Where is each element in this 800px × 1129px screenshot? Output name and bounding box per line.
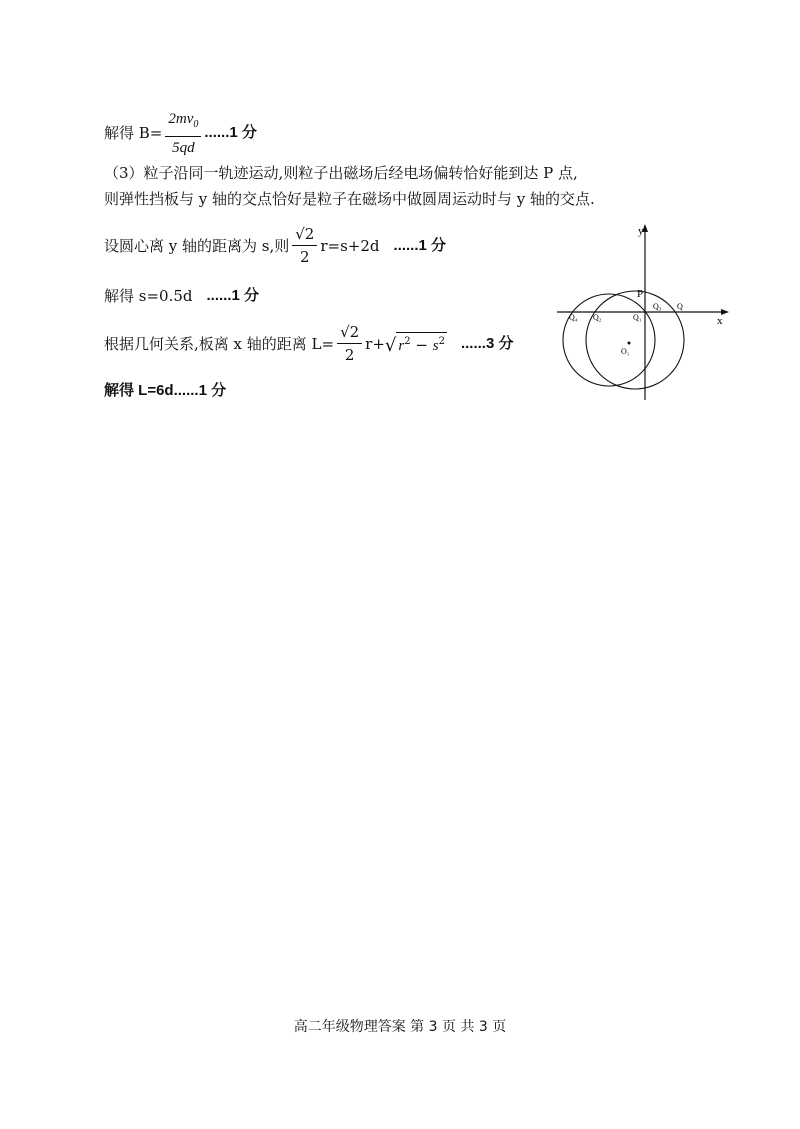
right-circle	[586, 291, 684, 389]
point-p-label: P	[637, 288, 644, 300]
geometry-prefix: 根据几何关系,板离 x 轴的距离 L=	[104, 334, 335, 353]
answer-b-prefix: 解得 B=	[104, 124, 163, 142]
answer-line-b	[104, 108, 257, 158]
fraction-numerator-sqrt2-2: √2	[337, 322, 362, 344]
part-3-line-2	[104, 189, 595, 209]
solve-l-text: 解得 L=6d......1 分	[104, 382, 227, 399]
fraction-denominator-2: 2	[300, 248, 310, 266]
label-q3: Q₃	[653, 302, 662, 311]
fraction-sqrt2-half-1	[292, 224, 317, 267]
label-q2: Q₂	[593, 313, 602, 322]
label-q4: Q₄	[569, 313, 578, 322]
page-footer: 高二年级物理答案 第 3 页 共 3 页	[293, 1019, 507, 1035]
center-distance-equation: r=s+2d	[320, 236, 380, 255]
fraction-denominator-2-2: 2	[344, 346, 355, 364]
center-distance-line	[104, 224, 446, 267]
square-root-expression	[385, 332, 447, 355]
left-circle	[563, 294, 655, 386]
y-axis-label: y	[638, 225, 644, 237]
solve-l-line	[104, 381, 226, 401]
circle-trajectory-diagram	[553, 222, 733, 402]
label-q1: Q₁	[633, 313, 642, 322]
fraction-b-denominator: 5qd	[172, 140, 195, 156]
center-distance-prefix: 设圆心离 y 轴的距离为 s,则	[104, 236, 290, 255]
score-4: ......3 分	[460, 334, 514, 352]
part-3-text-1: （3）粒子沿同一轨迹运动,则粒子出磁场后经电场偏转恰好能到达 P 点,	[104, 164, 578, 182]
center-o1-dot	[628, 342, 631, 345]
solve-s-text: 解得 s=0.5d	[104, 287, 193, 305]
x-axis-label: x	[717, 315, 723, 327]
fraction-b-numerator: $2mv_0$	[165, 108, 201, 137]
radicand: $r^2 - s^2$	[396, 332, 447, 355]
geometry-mid: r+	[365, 334, 385, 353]
score-1: ......1 分	[204, 124, 257, 141]
part-3-line-1	[104, 163, 578, 183]
fraction-numerator-sqrt2: √2	[292, 224, 317, 246]
part-3-text-2: 则弹性挡板与 y 轴的交点恰好是粒子在磁场中做圆周运动时与 y 轴的交点.	[104, 190, 595, 208]
score-3: ......1 分	[206, 287, 260, 304]
solve-s-line	[104, 286, 259, 306]
geometry-line	[104, 322, 513, 365]
label-o1: O₁	[621, 347, 630, 356]
fraction-b	[165, 108, 201, 158]
label-q: Q	[677, 302, 683, 311]
score-2: ......1 分	[393, 236, 447, 254]
fraction-sqrt2-half-2	[337, 322, 362, 365]
radical-sign: √	[384, 335, 397, 356]
